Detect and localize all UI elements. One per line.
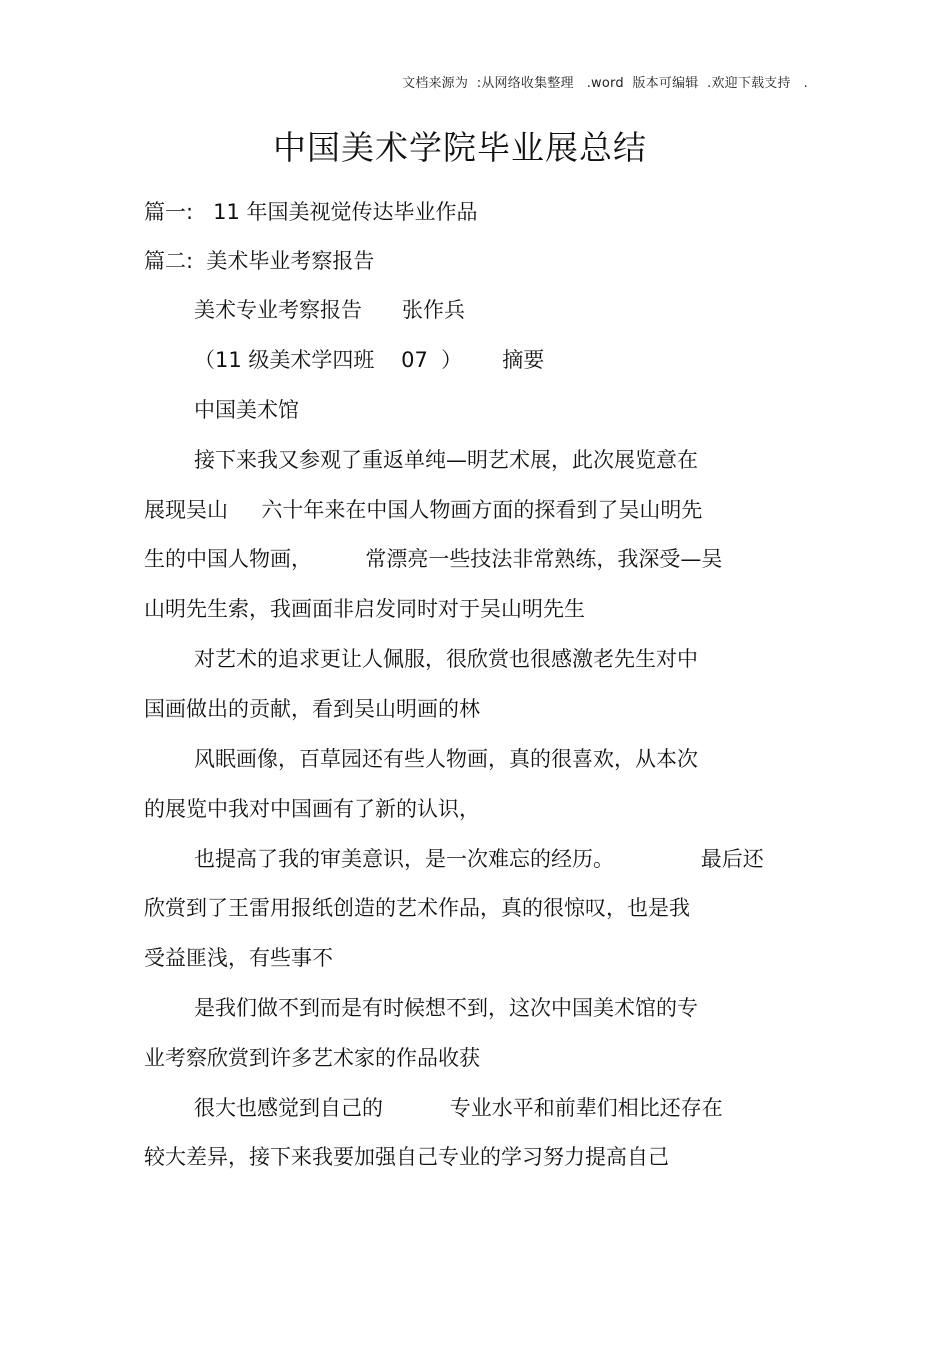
text-line: 国画做出的贡献，看到吴山明画的林: [144, 697, 480, 721]
text-line: 山明先生索，我画面非启发同时对于吴山明先生: [144, 597, 585, 621]
text-line: （11 级美术学四班 07 ） 摘要: [194, 348, 545, 372]
text-line: 美术专业考察报告 张作兵: [194, 298, 466, 322]
text-line: 受益匪浅，有些事不: [144, 946, 333, 970]
text-line: 风眠画像，百草园还有些人物画，真的很喜欢，从本次: [194, 747, 698, 771]
document-title: 中国美术学院毕业展总结: [273, 128, 647, 167]
text-line: 较大差异，接下来我要加强自己专业的学习努力提高自己: [144, 1145, 669, 1169]
text-line: 很大也感觉到自己的 专业水平和前辈们相比还存在: [194, 1096, 723, 1120]
text-line: 展现吴山 六十年来在中国人物画方面的探看到了吴山明先: [144, 498, 703, 522]
text-line: 业考察欣赏到许多艺术家的作品收获: [144, 1046, 480, 1070]
text-line: 的展览中我对中国画有了新的认识，: [144, 797, 480, 821]
text-line: 生的中国人物画， 常漂亮一些技法非常熟练，我深受—吴: [144, 547, 723, 571]
text-line: 篇二: 美术毕业考察报告: [144, 249, 375, 273]
text-line: 中国美术馆: [194, 398, 299, 422]
text-line: 接下来我又参观了重返单纯—明艺术展，此次展览意在: [194, 448, 698, 472]
text-line: 是我们做不到而是有时候想不到，这次中国美术馆的专: [194, 996, 698, 1020]
source-note: 文档来源为 :从网络收集整理 .word 版本可编辑 .欢迎下载支持 .: [402, 76, 808, 91]
text-line: 也提高了我的审美意识，是一次难忘的经历。 最后还: [194, 847, 764, 871]
text-line: 对艺术的追求更让人佩服，很欣赏也很感激老先生对中: [194, 647, 698, 671]
text-line: 篇一: 11 年国美视觉传达毕业作品: [144, 200, 478, 224]
text-line: 欣赏到了王雷用报纸创造的艺术作品，真的很惊叹，也是我: [144, 896, 690, 920]
